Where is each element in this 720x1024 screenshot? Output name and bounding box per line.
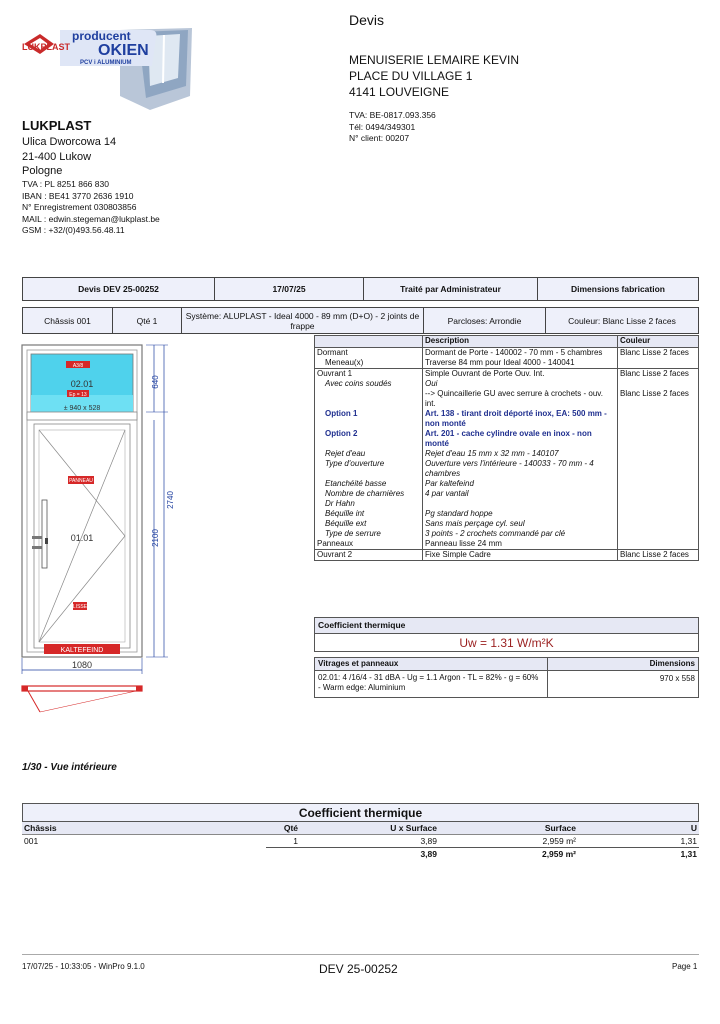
row-label: Type de serrure [315,529,423,539]
info-chassis: Châssis 001 [22,307,113,334]
info-parcloses: Parcloses: Arrondie [423,307,546,334]
client-block [349,52,519,100]
row-description: 4 par vantail [423,489,618,499]
row-color [618,409,699,429]
info-qty: Qté 1 [112,307,182,334]
row-color [618,429,699,449]
row-description: Fixe Simple Cadre [423,550,618,561]
row-color: Blanc Lisse 2 faces [618,369,699,380]
coef-total-cell: 3,89 [300,848,439,861]
row-label [315,389,423,409]
company-meta [22,179,160,237]
row-label: Type d'ouverture [315,459,423,479]
table-row [22,835,699,848]
row-color [618,509,699,519]
company-city: 21-400 Lukow [22,150,92,163]
row-label: Option 1 [315,409,423,429]
table-row [315,519,699,529]
row-label: Panneaux [315,539,423,550]
info-couleur: Couleur: Blanc Lisse 2 faces [545,307,699,334]
table-row [315,550,699,561]
vitrages-table [314,657,699,698]
row-color [618,519,699,529]
coef-total-cell: 2,959 m² [439,848,578,861]
vitrages-header [315,658,698,671]
row-description [423,499,618,509]
coef-cell: 1,31 [680,836,697,846]
svg-text:PANNEAU: PANNEAU [69,478,93,484]
row-description: Oui [423,379,618,389]
row-color [618,499,699,509]
row-label: Ouvrant 1 [315,369,423,380]
table-row [315,409,699,429]
company-address [22,135,116,179]
row-description: --> Quincaillerie GU avec serrure à crochets - ouv. int. [423,389,618,409]
table-row [315,379,699,389]
company-street: Ulica Dworcowa 14 [22,136,117,148]
row-color [618,489,699,499]
table-row [315,539,699,550]
svg-text:2100: 2100 [151,529,160,547]
row-label: Rejet d'eau [315,449,423,459]
row-label: Option 2 [315,429,423,449]
row-label: Ouvrant 2 [315,550,423,561]
coef-header-chassis: Châssis [22,822,266,835]
row-description: 3 points - 2 crochets commandé par clé [423,529,618,539]
footer-page-number: Page 1 [672,962,698,971]
svg-text:LISSE: LISSE [72,604,88,610]
row-description: Rejet d'eau 15 mm x 32 mm - 140107 [423,449,618,459]
row-label: Avec coins soudés [315,379,423,389]
row-description: Pg standard hoppe [423,509,618,519]
svg-text:LUKPLAST: LUKPLAST [22,42,70,52]
row-label: Béquille ext [315,519,423,529]
coef-cell: 001 [24,836,39,847]
svg-text:± 940 x 528: ± 940 x 528 [63,405,101,412]
company-mail: MAIL : edwin.stegeman@lukplast.be [22,213,160,224]
coef-total-cell: 1,31 [578,848,699,861]
table-row [315,429,699,449]
row-label: Dr Hahn [315,499,423,509]
client-meta [349,110,436,145]
footer-document-number: DEV 25-00252 [319,962,398,976]
row-color: Blanc Lisse 2 faces [618,389,699,409]
table-row [315,358,699,369]
svg-text:2740: 2740 [166,491,175,509]
coef-header-qty: Qté [266,822,300,835]
table-row [315,499,699,509]
header-handled: Traité par Administrateur [363,277,538,301]
table-row [315,509,699,519]
coef-header-u: U [578,822,699,835]
info-system: Système: ALUPLAST - Ideal 4000 - 89 mm (D+O) - 2 joints de frappe [181,307,424,334]
company-gsm: GSM : +32/(0)493.56.48.11 [22,225,125,235]
coef-total-cell [22,848,266,861]
row-color [618,529,699,539]
svg-text:02.01: 02.01 [70,379,94,389]
thermal-value: Uw = 1.31 W/m²K [314,633,699,652]
row-color [618,449,699,459]
svg-text:640: 640 [151,375,160,389]
company-reg: N° Enregistrement 030803856 [22,202,137,212]
row-description: Panneau lisse 24 mm [423,539,618,550]
row-color [618,379,699,389]
row-color [618,459,699,479]
vitrages-heading: Vitrages et panneaux [318,659,399,668]
client-tel: Tél: 0494/349301 [349,121,416,132]
table-row [315,369,699,380]
table-row [315,449,699,459]
coefficient-title: Coefficient thermique [22,803,699,822]
table-row [315,489,699,499]
row-description: Traverse 84 mm pour Ideal 4000 - 140041 [423,358,618,369]
company-country: Pologne [22,165,63,177]
row-label: Etanchéité basse [315,479,423,489]
row-description: Art. 138 - tirant droit déporté inox, EA: 500 mm - non monté [423,409,618,429]
table-row [315,529,699,539]
footer-timestamp: 17/07/25 - 10:33:05 - WinPro 9.1.0 [22,962,145,971]
company-logo [20,26,195,112]
coefficient-table [22,803,699,860]
thermal-heading: Coefficient thermique [314,617,699,634]
coef-header-ux-surface: U x Surface [300,822,439,835]
coef-header-surface: Surface [439,822,578,835]
svg-text:KALTEFEIND: KALTEFEIND [60,647,104,654]
view-caption: 1/30 - Vue intérieure [22,762,117,773]
header-dimensions: Dimensions fabrication [537,277,699,301]
row-label: Béquille int [315,509,423,519]
row-description: Dormant de Porte - 140002 - 70 mm - 5 chambres [423,348,618,359]
row-label: Meneau(x) [315,358,423,369]
description-table [314,335,699,561]
table-row [315,459,699,479]
client-name: MENUISERIE LEMAIRE KEVIN [349,53,520,67]
row-color: Blanc Lisse 2 faces [618,550,699,561]
table-row [315,348,699,359]
client-address: PLACE DU VILLAGE 1 [349,69,473,83]
coef-cell: 3,89 [420,836,437,846]
header-date: 17/07/25 [214,277,364,301]
desc-header-empty [315,336,423,348]
row-description: Art. 201 - cache cylindre ovale en inox - non monté [423,429,618,449]
document-title: Devis [349,12,385,28]
desc-header-couleur: Couleur [618,336,699,348]
company-name: LUKPLAST [22,118,92,133]
coef-total-cell [266,848,300,861]
coef-cell: 1 [293,836,298,846]
vitrages-dims-heading: Dimensions [649,659,695,668]
svg-text:01.01: 01.01 [70,533,94,543]
desc-header-description: Description [423,336,618,348]
header-devis: Devis DEV 25-00252 [22,277,215,301]
client-city: 4141 LOUVEIGNE [349,85,450,99]
company-tva: TVA : PL 8251 866 830 [22,179,109,189]
table-row [315,389,699,409]
row-description: Ouverture vers l'intérieure - 140033 - 70 mm - 4 chambres [423,459,618,479]
row-label: Dormant [315,348,423,359]
client-number: N° client: 00207 [349,133,410,143]
row-description: Par kaltefeind [423,479,618,489]
row-color [618,539,699,550]
row-description: Sans mais perçage cyl. seul [423,519,618,529]
company-iban: IBAN : BE41 3770 2636 1910 [22,190,134,201]
svg-text:1080: 1080 [71,660,93,670]
svg-text:PCV i ALUMINIUM: PCV i ALUMINIUM [80,60,132,66]
row-description: Simple Ouvrant de Porte Ouv. Int. [423,369,618,380]
footer-divider [22,954,699,955]
svg-text:Ep = 13: Ep = 13 [69,392,87,398]
table-total-row [22,848,699,861]
svg-text:OKIEN: OKIEN [98,42,149,59]
svg-text:A3/8: A3/8 [72,363,84,369]
vitrages-row-text: 02.01: 4 /16/4 - 31 dBA - Ug = 1.1 Argon - TL = 82% - g = 60% - Warm edge: Aluminium [318,673,539,692]
vitrages-row-dims: 970 x 558 [659,674,695,683]
client-tva: TVA: BE-0817.093.356 [349,110,436,120]
svg-text:producent: producent [72,29,131,43]
coef-cell: 2,959 m² [542,836,576,846]
row-color [618,479,699,489]
row-color: Blanc Lisse 2 faces [618,348,699,359]
row-color [618,358,699,369]
row-label: Nombre de charnières [315,489,423,499]
table-row [315,479,699,489]
door-drawing [18,340,188,725]
